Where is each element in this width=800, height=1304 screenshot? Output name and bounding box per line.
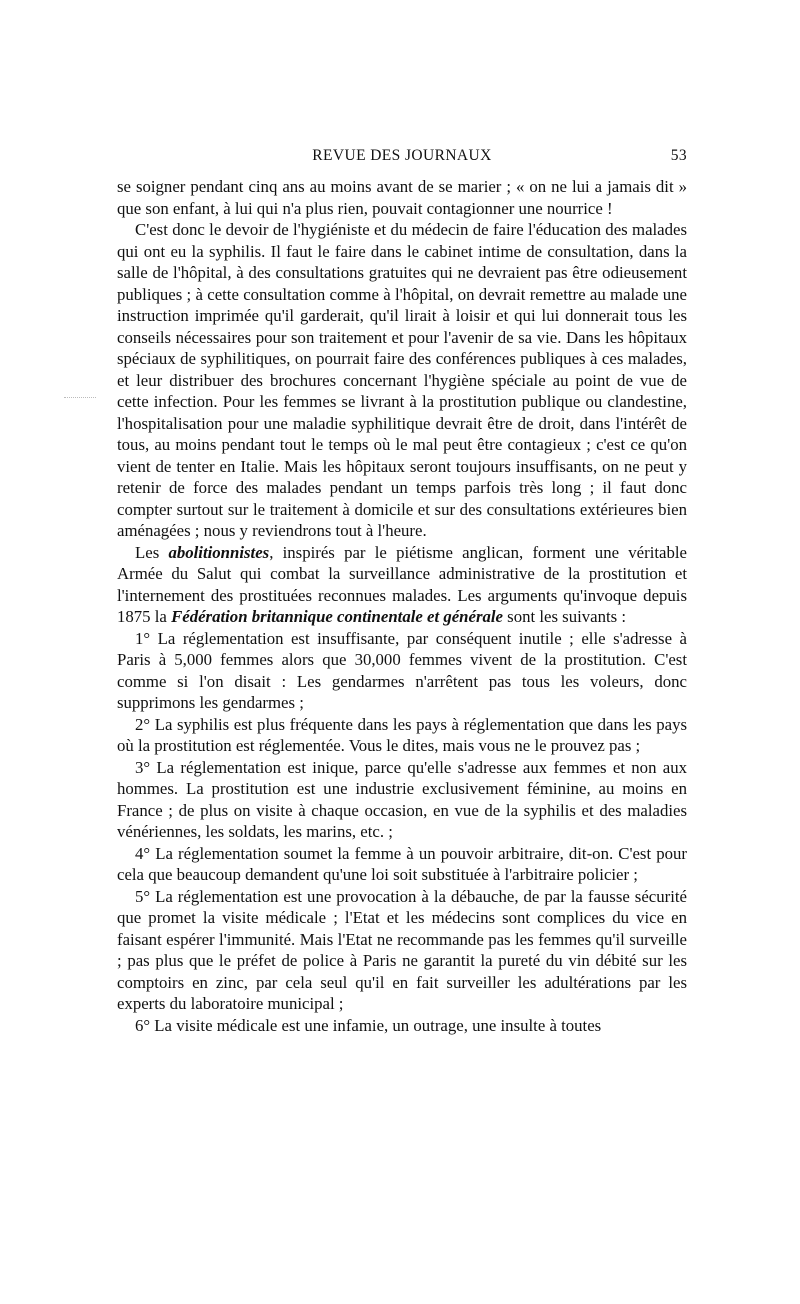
text-span: , inspirés par le piétisme anglican, forment une véritable Armée du Salut qui combat la surveillance administrative de la prostitution et l'internement des prostituées reconnues malades. Les arguments qu'invoque depuis 1875 la [117, 542, 687, 626]
text-span: 4° La réglementation soumet la femme à un pouvoir arbitraire, dit-on. C'est pour cela que beaucoup demandent qu'une loi soit substituée à l'arbitraire policier ; [117, 843, 687, 884]
text-span: Les [135, 542, 169, 562]
text-span: 3° La réglementation est inique, parce qu'elle s'adresse aux femmes et non aux hommes. La prostitution est une industrie exclusivement féminine, au moins en France ; de plus on visite à chaque occasion, en vue de la syphilis et des maladies vénériennes, les soldats, les marins, etc. ; [117, 757, 687, 841]
text-span: sont les suivants : [502, 607, 627, 626]
running-title: REVUE DES JOURNAUX [312, 147, 492, 164]
body-text [117, 176, 687, 1036]
text-span: 1° La réglementation est insuffisante, par conséquent inutile ; elle s'adresse à Paris à 5,000 femmes alors que 30,000 femmes vivent de la prostitution. C'est comme si l'on disait : Les gendarmes n'arrêtent pas tous les voleurs, donc supprimons les gendarmes ; [117, 628, 687, 712]
text-span: se soigner pendant cinq ans au moins avant de se marier ; « on ne lui a jamais dit » que son enfant, à lui qui n'a plus rien, pouvait contagionner une nourrice ! [117, 177, 687, 218]
paragraph [117, 542, 687, 628]
text-span: 6° La visite médicale est une infamie, un outrage, une insulte à toutes [135, 1015, 602, 1035]
page-header [117, 147, 687, 167]
paragraph [117, 757, 687, 843]
text-span: 5° La réglementation est une provocation à la débauche, de par la fausse sécurité que promet la visite médicale ; l'Etat et les médecins sont complices du vice en faisant espérer l'immunité. Mais l'Etat ne recommande pas les femmes qu'il surveille ; pas plus que le préfet de police à Paris ne garantit la pureté du vin débité sur les comptoirs en zinc, par cela seul qu'il en fait surveiller les adultérations par les experts du laboratoire municipal ; [117, 886, 687, 1013]
paragraph [117, 219, 687, 542]
paragraph [117, 628, 687, 714]
paragraph [117, 714, 687, 757]
text-span: 2° La syphilis est plus fréquente dans les pays à réglementation que dans les pays où la prostitution est réglementée. Vous le dites, mais vous ne le prouvez pas ; [117, 714, 687, 755]
margin-mark [64, 397, 96, 400]
paragraph [117, 886, 687, 1015]
book-page [117, 0, 687, 1036]
italic-text: abolitionnistes [168, 542, 270, 562]
paragraph [117, 176, 687, 219]
page-number: 53 [670, 147, 687, 164]
paragraph [117, 1015, 687, 1037]
text-span: C'est donc le devoir de l'hygiéniste et du médecin de faire l'éducation des malades qui ont eu la syphilis. Il faut le faire dans le cabinet intime de consultation, dans la salle de l'hôpital, à des consultations gratuites qui ne devraient pas être odieusement publiques ; à cette consultation comme à l'hôpital, on devrait remettre au malade une instruction imprimée qu'il garderait, qu'il lirait à loisir et qui lui donnerait tous les conseils nécessaires pour son traitement et pour l'avenir de sa vie. Dans les hôpitaux spéciaux de syphilitiques, on pourrait faire des conférences publiques à ces malades, et leur distribuer des brochures concernant l'hygiène spéciale au point de vue de cette infection. Pour les femmes se livrant à la prostitution publique ou clandestine, l'hospitalisation pour une maladie syphilitique devrait être de droit, dans l'intérêt de tous, au moins pendant tout le temps où le mal peut être contagieux ; c'est ce qu'on vient de tenter en Italie. Mais les hôpitaux seront toujours insuffisants, on ne peut y retenir de force des malades pendant un temps parfois très long ; il faut donc compter surtout sur le traitement à domicile et sur des consultations extérieures bien aménagées ; nous y reviendrons tout à l'heure. [117, 220, 687, 540]
paragraph [117, 843, 687, 886]
italic-text: Fédération britannique continentale et générale [171, 607, 503, 626]
